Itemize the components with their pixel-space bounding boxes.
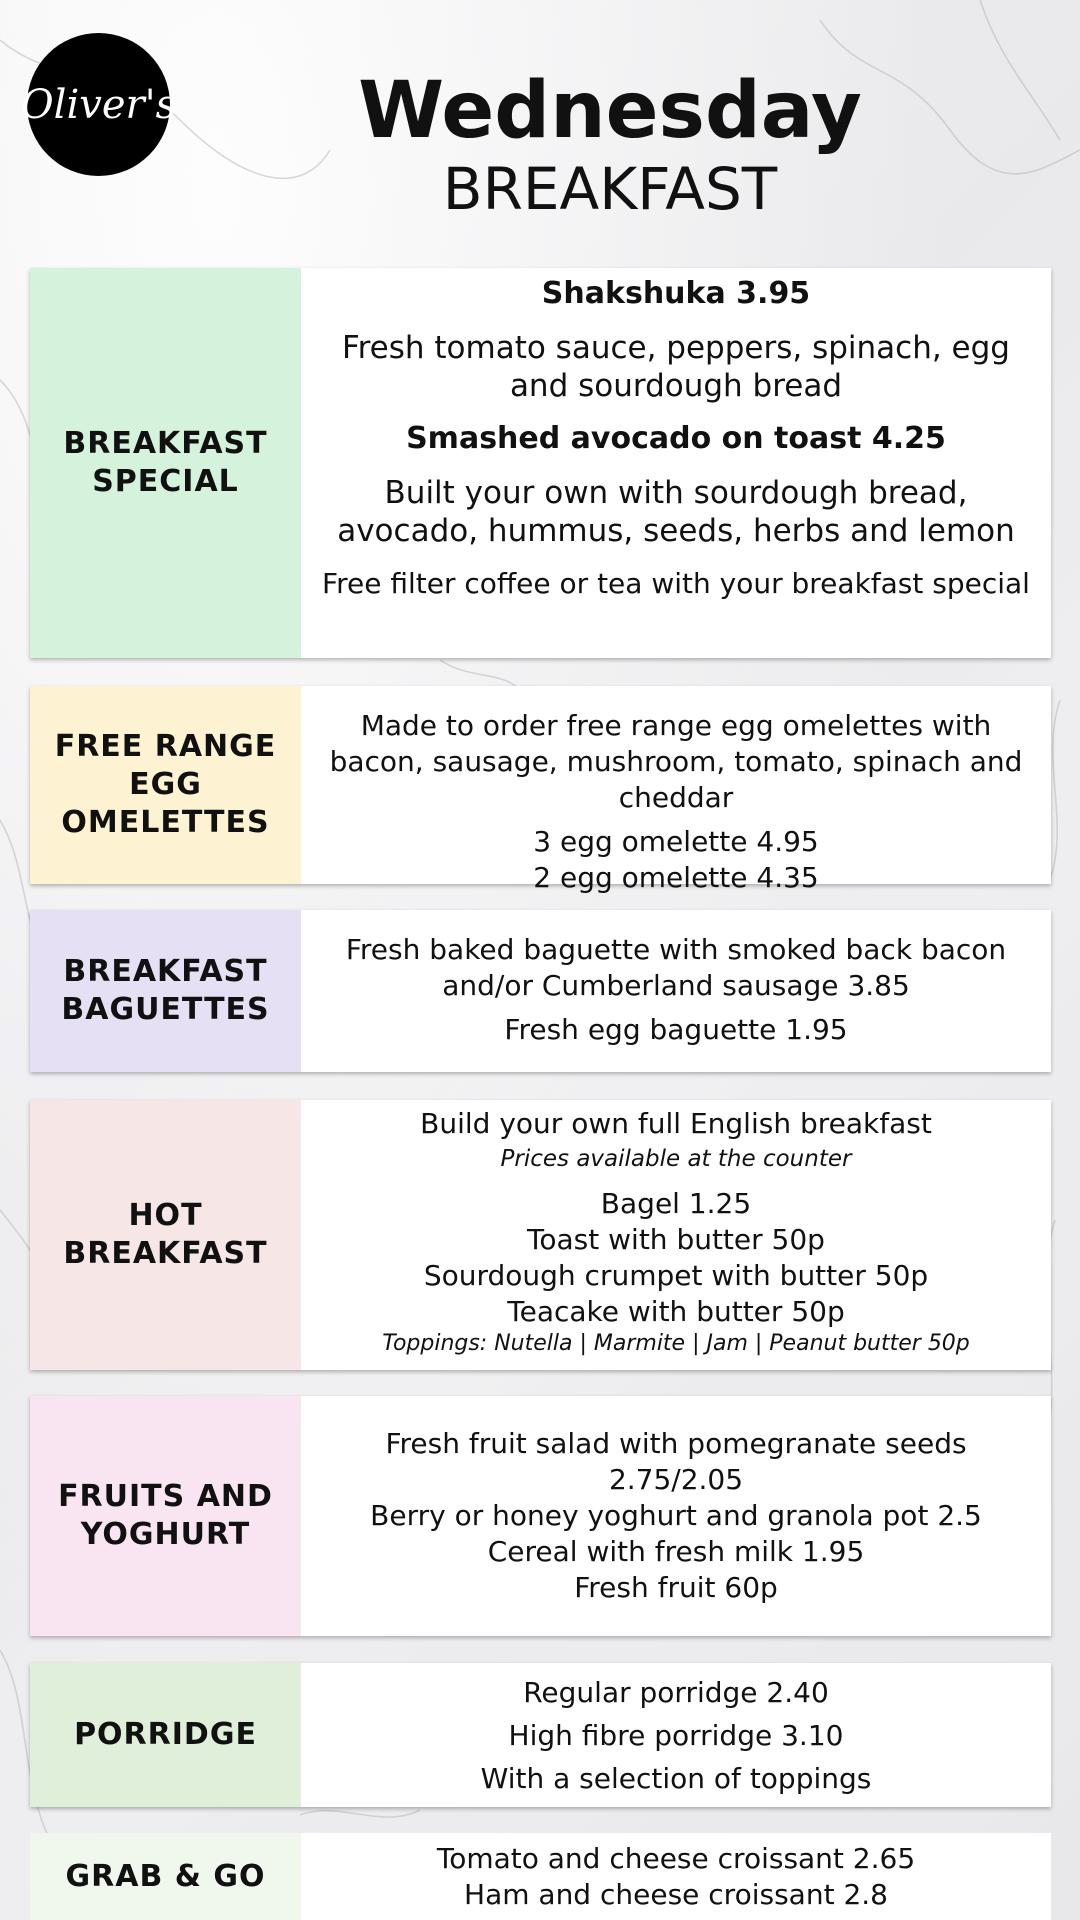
menu-item: Sourdough crumpet with butter 50p: [423, 1259, 929, 1292]
menu-item: Fresh egg baguette 1.95: [504, 1013, 848, 1046]
menu-item: Fresh fruit salad with pomegranate seeds 2.75/2.05: [385, 1427, 967, 1496]
section-content: [301, 1663, 1051, 1807]
section-hot-breakfast: [30, 1100, 1051, 1370]
menu-item: Ham and cheese croissant 2.8: [464, 1877, 888, 1911]
category-label: HOT BREAKFAST: [30, 1100, 301, 1370]
category-label: FRUITS AND YOGHURT: [30, 1396, 301, 1636]
item-title: Shakshuka 3.95: [541, 276, 811, 311]
olivers-logo: [20, 33, 177, 176]
section-fruits-yoghurt: [30, 1396, 1051, 1636]
category-label: GRAB & GO: [30, 1833, 301, 1920]
item-description: Made to order free range egg omelettes with bacon, sausage, mushroom, tomato, spinach and cheddar: [329, 709, 1023, 814]
menu-item: 3 egg omelette 4.95: [533, 825, 819, 858]
toppings-note: Toppings: Nutella | Marmite | Jam | Peanut butter 50p: [382, 1331, 970, 1356]
section-porridge: [30, 1663, 1051, 1807]
menu-item: High fibre porridge 3.10: [508, 1718, 844, 1752]
price-note: Prices available at the counter: [500, 1146, 852, 1172]
category-label: FREE RANGE EGG OMELETTES: [30, 686, 301, 884]
menu-item: Fresh fruit 60p: [574, 1571, 778, 1604]
section-content: [301, 1833, 1051, 1920]
menu-item: Teacake with butter 50p: [507, 1295, 845, 1328]
menu-item: Tomato and cheese croissant 2.65: [436, 1841, 916, 1875]
menu-item: Bagel 1.25: [600, 1187, 752, 1220]
category-label: BREAKFAST SPECIAL: [30, 268, 301, 658]
menu-item: Cereal with fresh milk 1.95: [487, 1535, 865, 1568]
section-content: [301, 910, 1051, 1072]
item-description: Fresh tomato sauce, peppers, spinach, egg and sourdough bread: [342, 330, 1010, 404]
item-title: Smashed avocado on toast 4.25: [406, 421, 946, 456]
section-content: [301, 686, 1051, 894]
menu-item: Build your own full English breakfast: [420, 1107, 932, 1140]
section-breakfast-special: [30, 268, 1051, 658]
menu-item: Regular porridge 2.40: [523, 1675, 829, 1709]
page-subtitle: BREAKFAST: [442, 155, 778, 223]
section-content: [301, 1100, 1051, 1370]
menu-item: 2 egg omelette 4.35: [533, 861, 819, 894]
section-content: [301, 268, 1051, 658]
menu-item: Berry or honey yoghurt and granola pot 2.5: [370, 1499, 982, 1532]
section-grab-go: [30, 1833, 1051, 1920]
section-omelettes: [30, 686, 1051, 894]
menu-item: Toast with butter 50p: [527, 1223, 825, 1256]
section-note: Free filter coffee or tea with your breakfast special: [322, 567, 1030, 600]
menu-item: With a selection of toppings: [480, 1761, 872, 1795]
section-baguettes: [30, 910, 1051, 1072]
page-title: Wednesday: [358, 66, 862, 156]
section-content: [301, 1396, 1051, 1636]
item-description: Built your own with sourdough bread, avocado, hummus, seeds, herbs and lemon: [337, 475, 1015, 549]
category-label: BREAKFAST BAGUETTES: [30, 910, 301, 1072]
category-label: PORRIDGE: [30, 1663, 301, 1807]
logo-text: Oliver's: [20, 81, 177, 128]
item-description: Fresh baked baguette with smoked back bacon and/or Cumberland sausage 3.85: [345, 933, 1007, 1002]
